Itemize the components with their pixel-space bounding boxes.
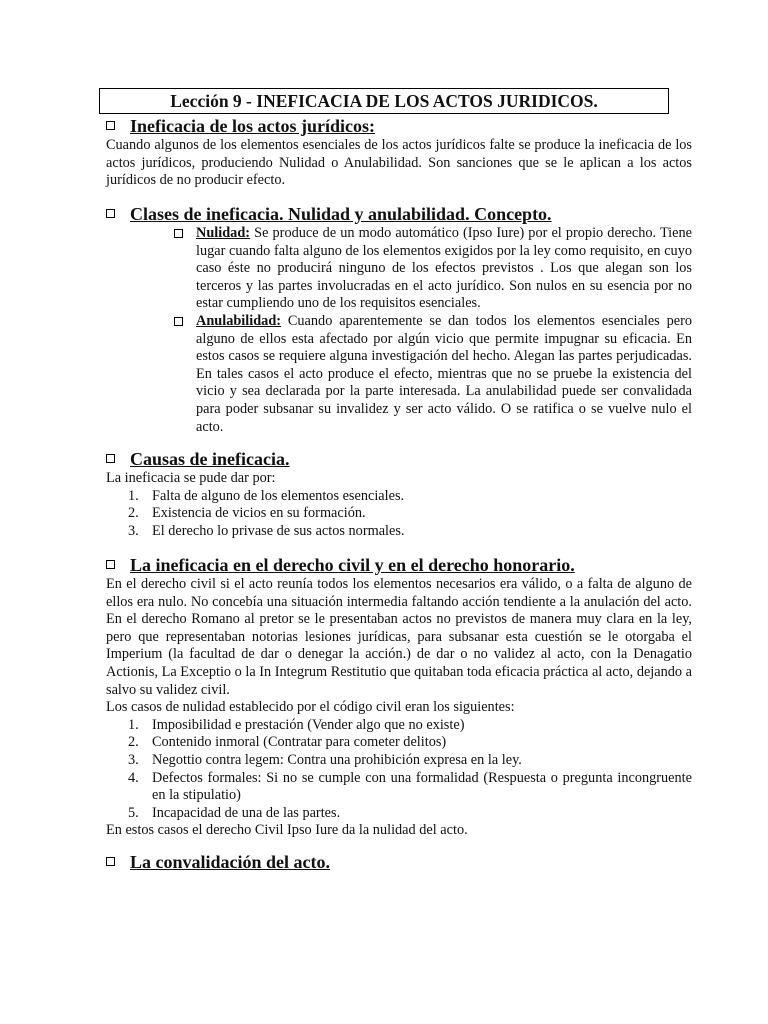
section-causas — [106, 448, 692, 540]
heading-text: La convalidación del acto. — [130, 852, 331, 872]
checkbox-bullet-icon — [106, 857, 115, 866]
checkbox-bullet-icon — [106, 121, 115, 130]
heading-text: Clases de ineficacia. Nulidad y anulabilidad. Concepto. — [130, 204, 552, 224]
intro-text: Los casos de nulidad establecido por el código civil eran los siguientes: — [106, 699, 515, 716]
checkbox-bullet-icon — [106, 560, 115, 569]
list-number: 3. — [128, 751, 139, 768]
sub-item-nulidad — [174, 225, 692, 313]
checkbox-bullet-icon — [106, 209, 115, 218]
list-item-text: Incapacidad de una de las partes. — [152, 804, 341, 821]
list-item — [106, 805, 692, 823]
section-heading — [106, 115, 692, 137]
section-clases — [106, 203, 692, 436]
list-number: 1. — [128, 487, 139, 504]
section-derecho-civil — [106, 554, 692, 840]
heading-text: Ineficacia de los actos jurídicos: — [130, 116, 375, 136]
list-number: 3. — [128, 522, 139, 539]
section-paragraph: Cuando algunos de los elementos esenciales de los actos jurídicos falte se produce la ineficacia de los actos jurídicos, produciendo Nulidad o Anulabilidad. Son sanciones que se le aplican a los actos jurídicos de no producir efecto. — [106, 137, 692, 189]
list-item — [106, 523, 692, 541]
list-item-text: Negottio contra legem: Contra una prohibición expresa en la ley. — [152, 751, 522, 768]
checkbox-bullet-icon — [174, 317, 183, 326]
section-convalidacion — [106, 851, 692, 873]
list-item-text: Defectos formales: Si no se cumple con una formalidad (Respuesta o pregunta incongruente en la stipulatio) — [152, 769, 692, 804]
term-anulabilidad: Anulabilidad: — [196, 312, 282, 329]
heading-text: La ineficacia en el derecho civil y en el derecho honorario. — [130, 555, 575, 575]
list-item — [106, 734, 692, 752]
list-item-text: Falta de alguno de los elementos esenciales. — [152, 487, 405, 504]
section-heading — [106, 851, 692, 873]
heading-text: Causas de ineficacia. — [130, 449, 290, 469]
list-number: 5. — [128, 804, 139, 821]
checkbox-bullet-icon — [174, 229, 183, 238]
sub-item-anulabilidad — [174, 313, 692, 436]
section-heading — [106, 448, 692, 470]
anulabilidad-text: Cuando aparentemente se dan todos los elementos esenciales pero alguno de ellos esta afectado por algún vicio que permite impugnar su eficacia. En estos casos se requiere alguna investigación del hecho. Alegan las partes perjudicadas. En tales casos el acto produce el efecto, mientras que no se pruebe la existencia del vicio y sea declarada por la parte interesada. La anulabilidad puede ser convalidada para poder subsanar su invalidez y ser acto válido. O se ratifica o se vuelve nulo el acto. — [196, 312, 692, 435]
nulidad-text: Se produce de un modo automático (Ipso Iure) por el propio derecho. Tiene lugar cuando falta alguno de los elementos exigidos por la ley como requisito, en cuyo caso éste no producirá ninguno de los efectos previstos . Los que alegan son los terceros y las partes involucradas en el acto jurídico. Son nulos en su esencia por no estar cumpliendo uno de los requisitos esenciales. — [196, 225, 692, 312]
list-number: 1. — [128, 716, 139, 733]
list-number: 2. — [128, 734, 139, 751]
list-item — [106, 488, 692, 506]
closing-text: En estos casos el derecho Civil Ipso Iure da la nulidad del acto. — [106, 822, 468, 839]
term-nulidad: Nulidad: — [196, 225, 251, 241]
numbered-list — [106, 488, 692, 541]
list-item-text: Contenido inmoral (Contratar para cometer delitos) — [152, 734, 447, 751]
section-paragraph: En el derecho civil si el acto reunía todos los elementos necesarios era válido, o a falta de alguno de ellos era nulo. No concebía una situación intermedia faltando acción tendiente a la anulación del acto. En el derecho Romano al pretor se le presentaban actos no previstos de manera muy clara en la ley, pero que representaban notorias lesiones jurídicas, para subsanar esta cuestión se le otorgaba el Imperium (la facultad de dar o denegar la acción.) de dar o no validez al acto, con la Denagatio Actionis, La Exceptio o la In Integrum Restitutio que quitaban toda eficacia práctica al acto, dejando a salvo su validez civil. — [106, 576, 692, 698]
list-item-text: El derecho lo privase de sus actos normales. — [152, 522, 405, 539]
list-item-text: Imposibilidad e prestación (Vender algo que no existe) — [152, 716, 465, 733]
list-item-text: Existencia de vicios en su formación. — [152, 505, 366, 522]
intro-text: La ineficacia se pude dar por: — [106, 470, 276, 486]
list-item — [106, 717, 692, 735]
list-number: 2. — [128, 505, 139, 522]
section-heading — [106, 554, 692, 576]
section-ineficacia — [106, 115, 692, 190]
checkbox-bullet-icon — [106, 454, 115, 463]
list-item — [106, 752, 692, 770]
list-number: 4. — [128, 769, 139, 786]
list-item — [106, 505, 692, 523]
numbered-list — [106, 717, 692, 823]
list-item — [106, 770, 692, 805]
lesson-title: Lección 9 - INEFICACIA DE LOS ACTOS JURIDICOS. — [99, 88, 669, 114]
section-heading — [106, 203, 692, 225]
